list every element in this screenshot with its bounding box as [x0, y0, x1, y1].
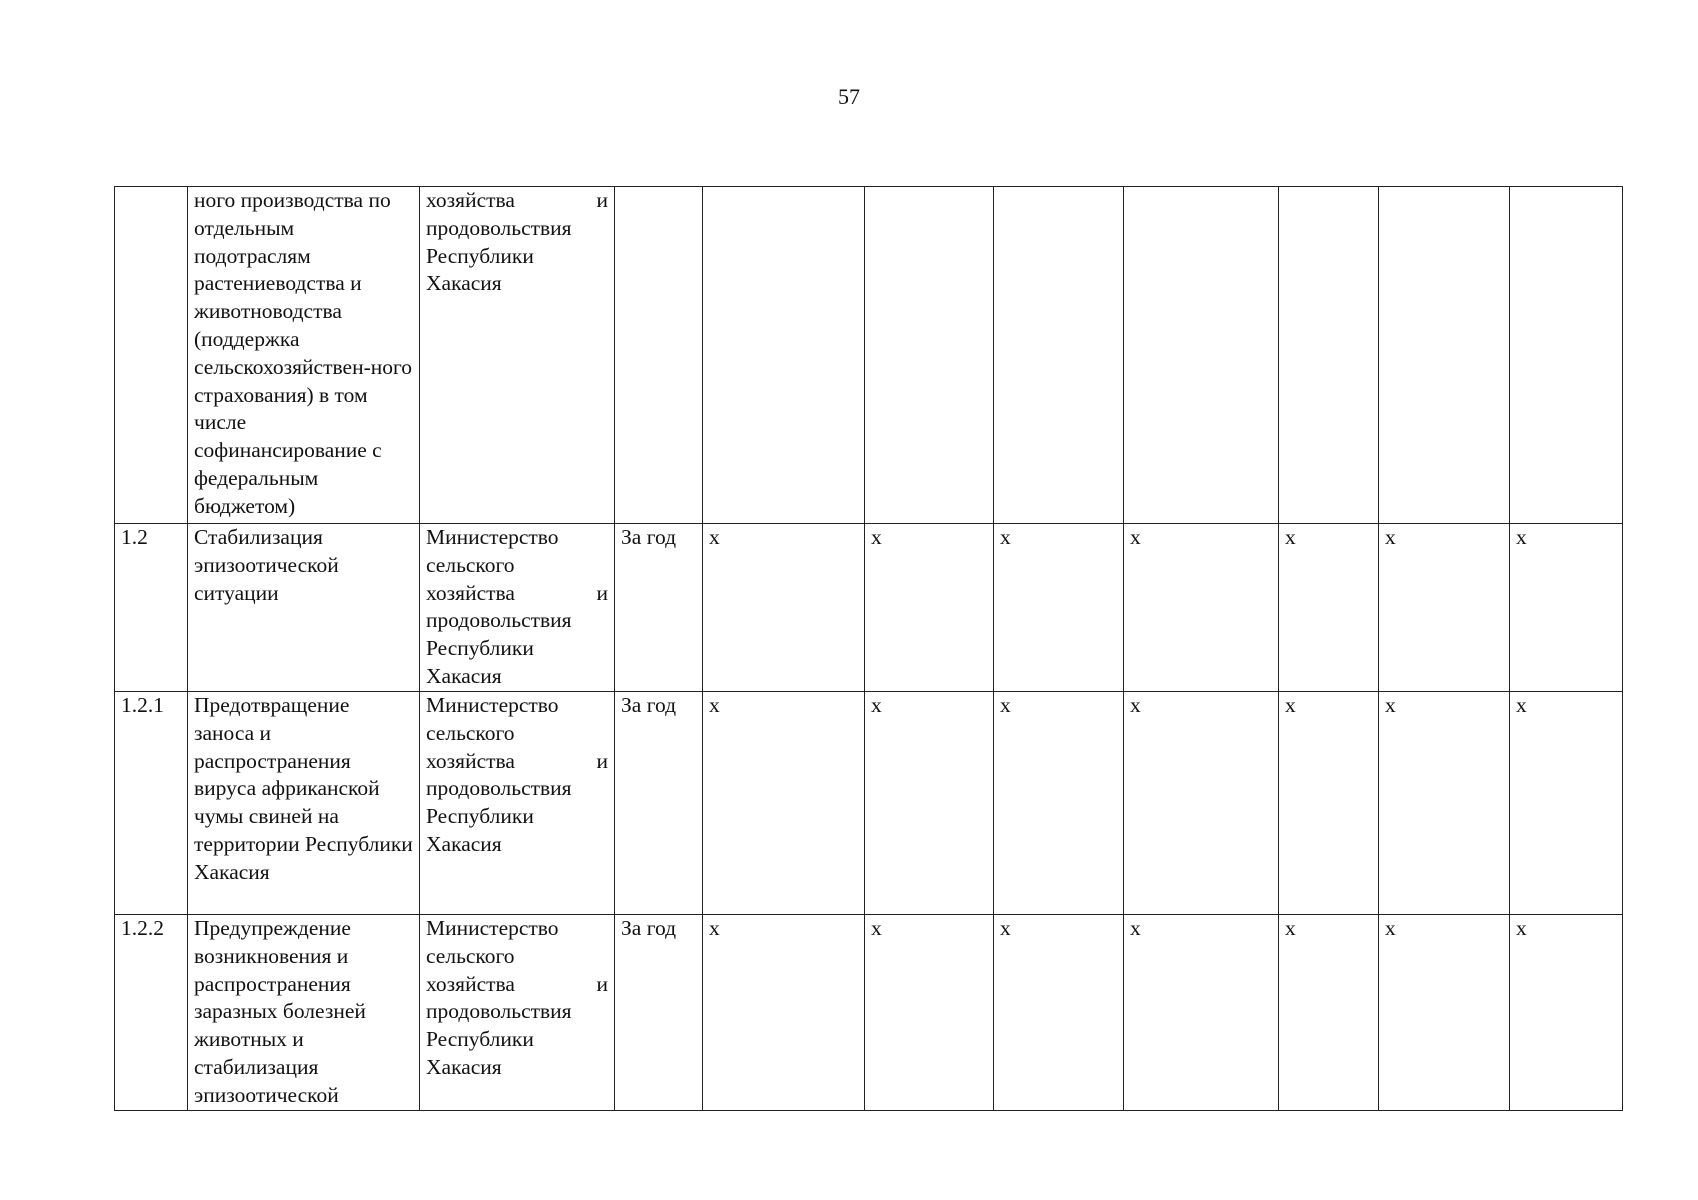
value-cell: x: [994, 692, 1124, 915]
row-number-cell: 1.2.1: [115, 692, 188, 915]
value-cell: x: [865, 692, 994, 915]
table-row: [115, 692, 1623, 915]
value-cell: x: [994, 915, 1124, 1111]
activity-name-cell: ного производства по отдельным подотраслям растениеводства и животноводства (поддержка сельскохозяйствен-ного страхования) в том числе софинансирование с федеральным бюджетом): [188, 187, 420, 524]
value-cell: x: [703, 524, 865, 692]
activity-name-cell: Предупреждение возникновения и распространения заразных болезней животных и стабилизация эпизоотической: [188, 915, 420, 1111]
responsible-org-cell: Министерство сельского хозяйства и продовольствия Республики Хакасия: [420, 915, 615, 1111]
period-cell: [615, 187, 703, 524]
value-cell: x: [1124, 524, 1279, 692]
value-cell: x: [1379, 915, 1510, 1111]
table-row: [115, 187, 1623, 524]
value-cell: x: [1379, 692, 1510, 915]
value-cell: x: [1279, 915, 1379, 1111]
value-cell: [703, 187, 865, 524]
value-cell: x: [1510, 915, 1623, 1111]
row-number-cell: 1.2: [115, 524, 188, 692]
value-cell: x: [703, 692, 865, 915]
value-cell: [1379, 187, 1510, 524]
program-table: [114, 186, 1623, 1111]
value-cell: x: [1510, 692, 1623, 915]
value-cell: [1124, 187, 1279, 524]
value-cell: [865, 187, 994, 524]
period-cell: За год: [615, 915, 703, 1111]
activity-name-cell: Предотвращение заноса и распространения вируса африканской чумы свиней на территории Республики Хакасия: [188, 692, 420, 915]
page-number: 57: [838, 84, 860, 109]
value-cell: [994, 187, 1124, 524]
value-cell: [1279, 187, 1379, 524]
value-cell: x: [1510, 524, 1623, 692]
responsible-org-cell: Министерство сельского хозяйства и продовольствия Республики Хакасия: [420, 524, 615, 692]
row-number-cell: [115, 187, 188, 524]
table-row: [115, 915, 1623, 1111]
activity-name-cell: Стабилизация эпизоотической ситуации: [188, 524, 420, 692]
value-cell: x: [1279, 524, 1379, 692]
responsible-org-cell: Министерство сельского хозяйства и продовольствия Республики Хакасия: [420, 692, 615, 915]
period-cell: За год: [615, 692, 703, 915]
value-cell: x: [865, 524, 994, 692]
value-cell: x: [994, 524, 1124, 692]
row-number-cell: 1.2.2: [115, 915, 188, 1111]
value-cell: x: [703, 915, 865, 1111]
value-cell: x: [1124, 692, 1279, 915]
value-cell: x: [1379, 524, 1510, 692]
value-cell: [1510, 187, 1623, 524]
value-cell: x: [1124, 915, 1279, 1111]
value-cell: x: [1279, 692, 1379, 915]
period-cell: За год: [615, 524, 703, 692]
value-cell: x: [865, 915, 994, 1111]
responsible-org-cell: хозяйства и продовольствия Республики Хакасия: [420, 187, 615, 524]
table-row: [115, 524, 1623, 692]
